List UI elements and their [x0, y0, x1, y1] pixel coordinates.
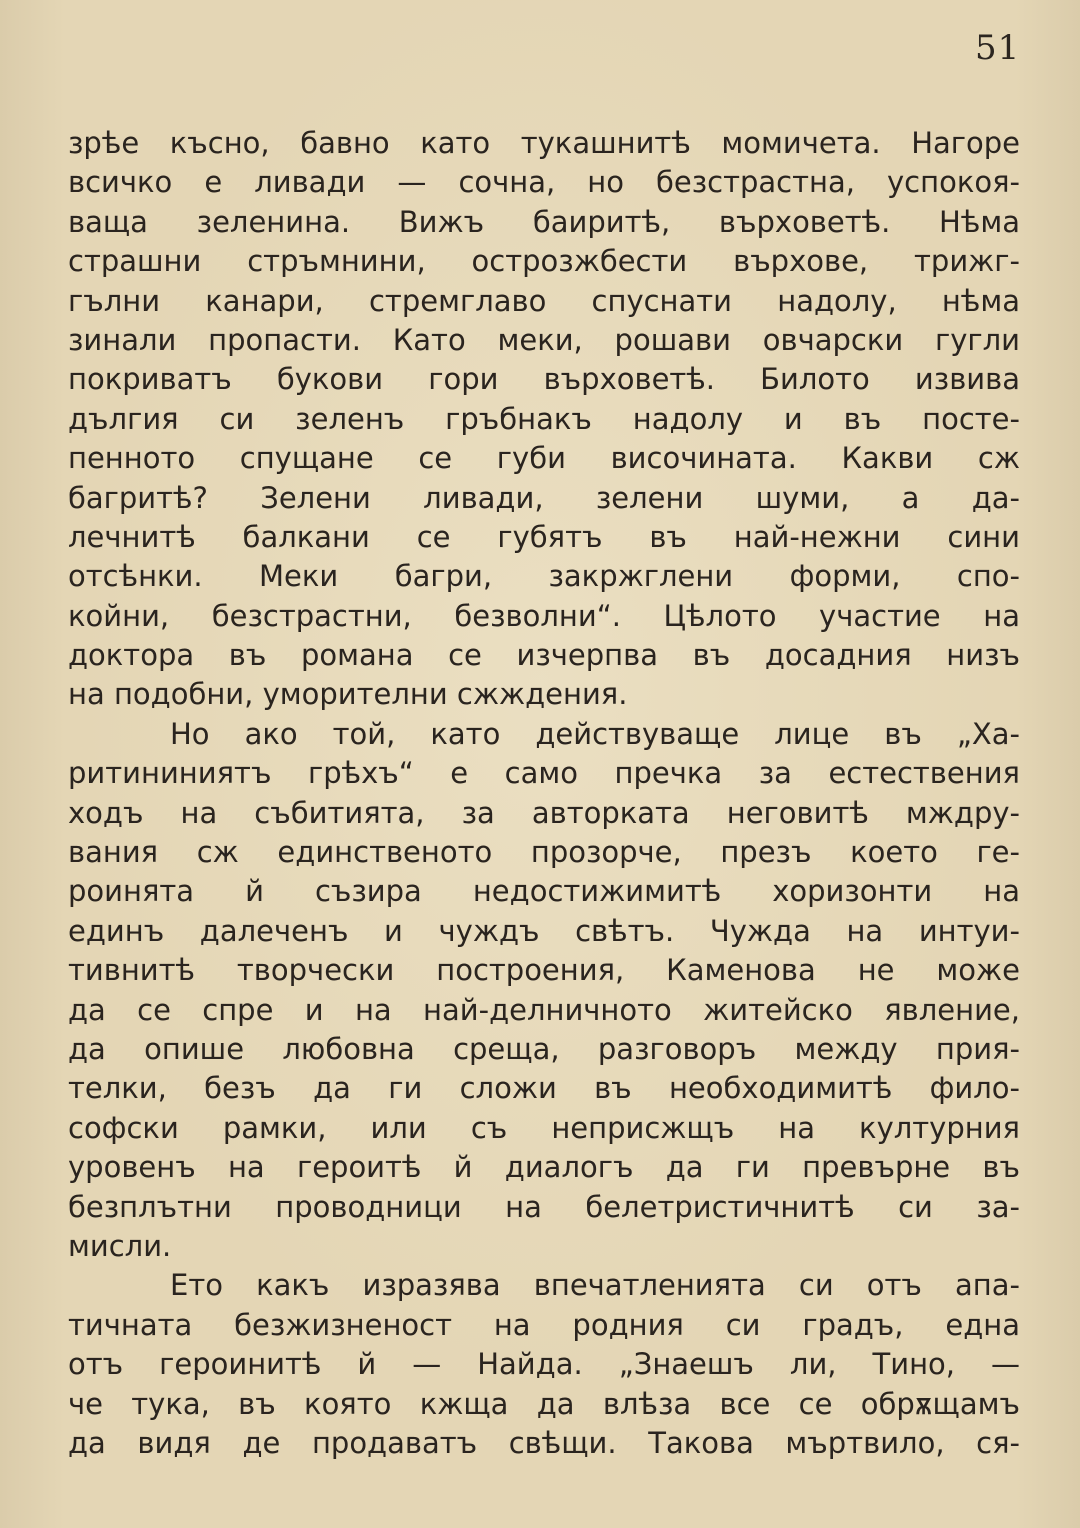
- text-line: телки, безъ да ги сложи въ необходимитѣ фило-: [68, 1071, 1020, 1106]
- text-line: уровенъ на героитѣ й диалогъ да ги превърне въ: [68, 1150, 1020, 1185]
- text-line: гълни канари, стремглаво спуснати надолу, нѣма: [68, 283, 1020, 318]
- text-line: да опише любовна среща, разговоръ между прия-: [68, 1031, 1020, 1066]
- text-line: да се спре и на най-делничното житейско явление,: [68, 992, 1020, 1027]
- text-line: тичната безжизненост на родния си градъ, една: [68, 1307, 1020, 1342]
- text-line: отсѣнки. Меки багри, закржглени форми, спо-: [68, 559, 1020, 594]
- text-line: вания сж единственото прозорче, презъ което ге-: [68, 835, 1020, 870]
- text-line: всичко е ливади — сочна, но безстрастна, успокоя-: [68, 165, 1020, 200]
- text-line: багритѣ? Зелени ливади, зелени шуми, а да-: [68, 480, 1020, 515]
- page-number: 51: [975, 28, 1021, 68]
- text-line: ходъ на събитията, за авторката неговитѣ мждру-: [68, 795, 1020, 830]
- text-line: ваща зеленина. Вижъ баиритѣ, върховетѣ. Нѣма: [68, 204, 1020, 239]
- body-text: [68, 124, 1020, 1463]
- text-line: лечнитѣ балкани се губятъ въ най-нежни сини: [68, 519, 1020, 554]
- text-line: ритининиятъ грѣхъ“ е само пречка за естествения: [68, 756, 1020, 791]
- text-line: Ето какъ изразява впечатленията си отъ апа-: [170, 1268, 1020, 1303]
- text-line: покриватъ букови гори върховетѣ. Билото извива: [68, 362, 1020, 397]
- text-line: мисли.: [68, 1228, 172, 1263]
- text-line: страшни стръмнини, острозжбести върхове, трижг-: [68, 244, 1020, 279]
- text-line: единъ далеченъ и чуждъ свѣтъ. Чужда на интуи-: [68, 913, 1020, 948]
- text-line: койни, безстрастни, безволни“. Цѣлото участие на: [68, 598, 1020, 633]
- text-line: пенното спущане се губи височината. Какви сж: [68, 441, 1020, 476]
- text-line: роинята й съзира недостижимитѣ хоризонти на: [68, 874, 1020, 909]
- text-line: тивнитѣ творчески построения, Каменова не може: [68, 953, 1020, 988]
- text-line: доктора въ романа се изчерпва въ досадния низъ: [68, 638, 1020, 673]
- text-line: на подобни, уморителни сжждения.: [68, 677, 628, 712]
- text-line: зинали пропасти. Като меки, рошави овчарски гугли: [68, 322, 1020, 357]
- text-line: Но ако той, като действуваще лице въ „Ха-: [170, 716, 1020, 751]
- text-line: зрѣе късно, бавно като тукашнитѣ момичета. Нагоре: [68, 126, 1020, 160]
- text-line: безплътни проводници на белетристичнитѣ си за-: [68, 1189, 1020, 1224]
- text-line: дългия си зеленъ гръбнакъ надолу и въ посте-: [68, 401, 1020, 436]
- text-line: софски рамки, или съ неприсжщъ на културния: [68, 1110, 1020, 1145]
- text-line: да видя де продаватъ свѣщи. Такова мъртвило, ся-: [68, 1425, 1020, 1460]
- text-line: че тука, въ която кжща да влѣза все се обрѫщамъ: [68, 1386, 1020, 1421]
- text-line: отъ героинитѣ й — Найда. „Знаешъ ли, Тино, —: [68, 1347, 1020, 1382]
